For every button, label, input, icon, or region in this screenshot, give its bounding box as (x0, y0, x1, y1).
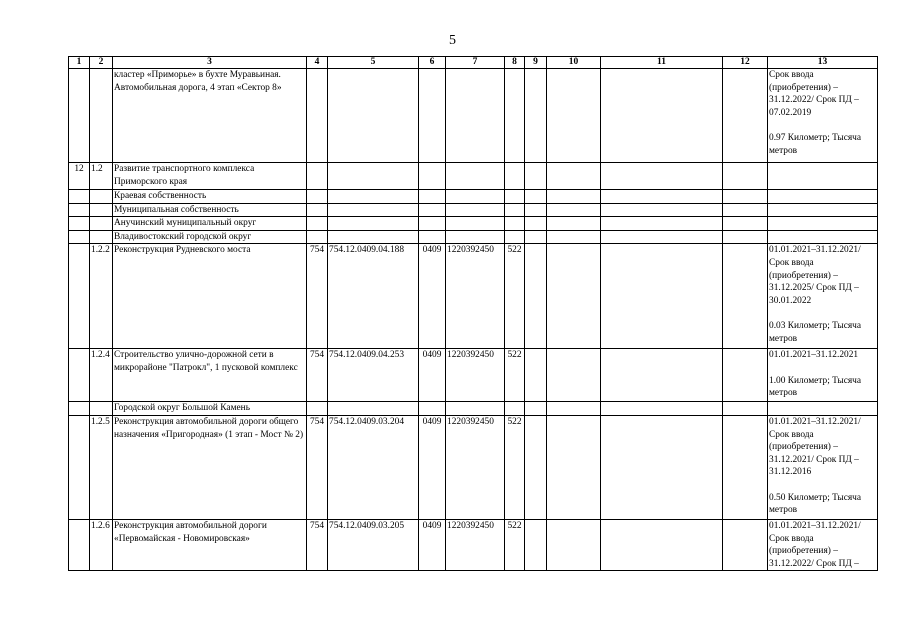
row-number-cell (69, 190, 90, 204)
col5-cell (328, 163, 419, 190)
row-number-cell (69, 203, 90, 217)
table-row (69, 217, 878, 231)
column-header: 8 (505, 57, 525, 69)
col9-cell (525, 203, 547, 217)
col5-cell (328, 203, 419, 217)
col13-cell (768, 349, 878, 402)
capacity-text: 0.03 Километр; Тысяча метров (769, 320, 862, 344)
spacer (769, 362, 876, 375)
col7-cell (446, 402, 505, 416)
col10-cell (547, 402, 601, 416)
row-number-cell: 12 (69, 163, 90, 190)
col8-cell: 522 (505, 415, 525, 519)
item-name-cell: кластер «Приморье» в бухте Муравьиная. Автомобильная дорога, 4 этап «Сектор 8» (113, 69, 307, 163)
col8-cell (505, 163, 525, 190)
col4-cell (307, 163, 328, 190)
col13-cell (768, 217, 878, 231)
col6-cell (419, 190, 446, 204)
item-name-cell: Строительство улично-дорожной сети в микрорайоне "Патрокл", 1 пусковой комплекс (113, 349, 307, 402)
col5-cell: 754.12.0409.03.205 (328, 519, 419, 570)
col13-cell (768, 190, 878, 204)
table-row (69, 519, 878, 570)
spacer (769, 119, 876, 132)
row-number-cell (69, 244, 90, 349)
row-number-cell (69, 349, 90, 402)
column-header: 4 (307, 57, 328, 69)
deadline-text: Срок ввода (приобретения) – 31.12.2022/ Срок ПД – 07.02.2019 (769, 70, 859, 118)
col7-cell: 1220392450 (446, 349, 505, 402)
item-code-cell: 1.2 (90, 163, 113, 190)
col10-cell (547, 230, 601, 244)
col12-cell (723, 69, 768, 163)
col12-cell (723, 244, 768, 349)
col12-cell (723, 415, 768, 519)
col7-cell (446, 69, 505, 163)
col4-cell (307, 190, 328, 204)
row-number-cell (69, 402, 90, 416)
capacity-text: 1.00 Километр; Тысяча метров (769, 375, 862, 399)
col6-cell: 0409 (419, 519, 446, 570)
spacer (769, 479, 876, 492)
col10-cell (547, 415, 601, 519)
table-row (69, 230, 878, 244)
column-header: 11 (601, 57, 723, 69)
table-row (69, 69, 878, 163)
col13-cell (768, 163, 878, 190)
col4-cell: 754 (307, 244, 328, 349)
item-name-cell: Реконструкция автомобильной дороги общего назначения «Пригородная» (1 этап - Мост № 2) (113, 415, 307, 519)
col9-cell (525, 244, 547, 349)
col10-cell (547, 349, 601, 402)
item-name-cell: Реконструкция автомобильной дороги «Первомайская - Новомировская» (113, 519, 307, 570)
col9-cell (525, 217, 547, 231)
col13-cell (768, 519, 878, 570)
page-number: 5 (449, 33, 456, 48)
col12-cell (723, 217, 768, 231)
col5-cell (328, 230, 419, 244)
header-row (69, 57, 878, 69)
item-code-cell (90, 69, 113, 163)
column-header: 12 (723, 57, 768, 69)
col4-cell: 754 (307, 519, 328, 570)
col8-cell (505, 402, 525, 416)
col4-cell (307, 69, 328, 163)
col7-cell: 1220392450 (446, 519, 505, 570)
col5-cell (328, 402, 419, 416)
col11-cell (601, 244, 723, 349)
column-header: 1 (69, 57, 90, 69)
col7-cell (446, 217, 505, 231)
col10-cell (547, 163, 601, 190)
table-row (69, 349, 878, 402)
column-header: 10 (547, 57, 601, 69)
col13-cell (768, 415, 878, 519)
col4-cell: 754 (307, 415, 328, 519)
item-code-cell (90, 203, 113, 217)
col10-cell (547, 190, 601, 204)
col6-cell (419, 230, 446, 244)
col11-cell (601, 230, 723, 244)
col5-cell: 754.12.0409.04.188 (328, 244, 419, 349)
table-row (69, 402, 878, 416)
col7-cell (446, 190, 505, 204)
col9-cell (525, 415, 547, 519)
col8-cell (505, 69, 525, 163)
col5-cell: 754.12.0409.03.204 (328, 415, 419, 519)
col4-cell (307, 230, 328, 244)
col11-cell (601, 203, 723, 217)
col12-cell (723, 402, 768, 416)
col13-cell (768, 244, 878, 349)
deadline-text: 01.01.2021–31.12.2021/ Срок ввода (приобретения) – 31.12.2022/ Срок ПД – (769, 520, 861, 569)
col8-cell (505, 230, 525, 244)
col8-cell: 522 (505, 244, 525, 349)
col9-cell (525, 402, 547, 416)
col7-cell (446, 203, 505, 217)
col5-cell (328, 217, 419, 231)
row-number-cell (69, 217, 90, 231)
deadline-text: 01.01.2021–31.12.2021/ Срок ввода (приобретения) – 31.12.2021/ Срок ПД – 31.12.2016 (769, 416, 861, 478)
col6-cell (419, 402, 446, 416)
col8-cell (505, 190, 525, 204)
item-code-cell: 1.2.4 (90, 349, 113, 402)
col13-cell (768, 230, 878, 244)
item-name-cell: Краевая собственность (113, 190, 307, 204)
col13-cell (768, 203, 878, 217)
item-name-cell: Анучинский муниципальный округ (113, 217, 307, 231)
col10-cell (547, 217, 601, 231)
column-header: 3 (113, 57, 307, 69)
col9-cell (525, 519, 547, 570)
col4-cell: 754 (307, 349, 328, 402)
col5-cell (328, 190, 419, 204)
col12-cell (723, 230, 768, 244)
col9-cell (525, 190, 547, 204)
row-number-cell (69, 415, 90, 519)
col10-cell (547, 69, 601, 163)
col7-cell (446, 163, 505, 190)
col6-cell: 0409 (419, 349, 446, 402)
col12-cell (723, 163, 768, 190)
col12-cell (723, 349, 768, 402)
col13-cell (768, 69, 878, 163)
item-name-cell: Владивостокский городской округ (113, 230, 307, 244)
table-row (69, 163, 878, 190)
col9-cell (525, 349, 547, 402)
item-code-cell (90, 230, 113, 244)
col12-cell (723, 190, 768, 204)
col11-cell (601, 415, 723, 519)
row-number-cell (69, 519, 90, 570)
col7-cell (446, 230, 505, 244)
table-row (69, 203, 878, 217)
col10-cell (547, 519, 601, 570)
col6-cell: 0409 (419, 244, 446, 349)
item-code-cell (90, 190, 113, 204)
col12-cell (723, 519, 768, 570)
table-row (69, 190, 878, 204)
deadline-text: 01.01.2021–31.12.2021 (769, 350, 859, 361)
item-code-cell (90, 217, 113, 231)
item-code-cell (90, 402, 113, 416)
col6-cell (419, 69, 446, 163)
col10-cell (547, 203, 601, 217)
col9-cell (525, 230, 547, 244)
col5-cell (328, 69, 419, 163)
col11-cell (601, 349, 723, 402)
col5-cell: 754.12.0409.04.253 (328, 349, 419, 402)
col6-cell (419, 203, 446, 217)
col11-cell (601, 519, 723, 570)
col7-cell: 1220392450 (446, 415, 505, 519)
deadline-text: 01.01.2021–31.12.2021/ Срок ввода (приобретения) – 31.12.2025/ Срок ПД – 30.01.2022 (769, 245, 861, 306)
item-code-cell: 1.2.2 (90, 244, 113, 349)
spacer (769, 307, 876, 320)
col6-cell (419, 163, 446, 190)
col9-cell (525, 69, 547, 163)
column-header: 2 (90, 57, 113, 69)
col6-cell: 0409 (419, 415, 446, 519)
item-name-cell: Реконструкция Рудневского моста (113, 244, 307, 349)
item-name-cell: Городской округ Большой Камень (113, 402, 307, 416)
col8-cell (505, 203, 525, 217)
capacity-text: 0.50 Километр; Тысяча метров (769, 492, 862, 516)
col11-cell (601, 190, 723, 204)
col8-cell (505, 217, 525, 231)
col8-cell: 522 (505, 349, 525, 402)
col4-cell (307, 402, 328, 416)
table-row (69, 244, 878, 349)
column-header: 13 (768, 57, 878, 69)
col12-cell (723, 203, 768, 217)
col10-cell (547, 244, 601, 349)
col11-cell (601, 163, 723, 190)
data-table (68, 56, 878, 571)
col9-cell (525, 163, 547, 190)
column-header: 9 (525, 57, 547, 69)
item-name-cell: Муниципальная собственность (113, 203, 307, 217)
col8-cell: 522 (505, 519, 525, 570)
item-code-cell: 1.2.6 (90, 519, 113, 570)
capacity-text: 0.97 Километр; Тысяча метров (769, 132, 862, 156)
col11-cell (601, 217, 723, 231)
item-name-cell: Развитие транспортного комплекса Приморского края (113, 163, 307, 190)
table-row (69, 415, 878, 519)
col4-cell (307, 203, 328, 217)
col4-cell (307, 217, 328, 231)
col13-cell (768, 402, 878, 416)
column-header: 5 (328, 57, 419, 69)
col11-cell (601, 402, 723, 416)
col6-cell (419, 217, 446, 231)
col7-cell: 1220392450 (446, 244, 505, 349)
column-header: 7 (446, 57, 505, 69)
item-code-cell: 1.2.5 (90, 415, 113, 519)
row-number-cell (69, 230, 90, 244)
col11-cell (601, 69, 723, 163)
column-header: 6 (419, 57, 446, 69)
row-number-cell (69, 69, 90, 163)
